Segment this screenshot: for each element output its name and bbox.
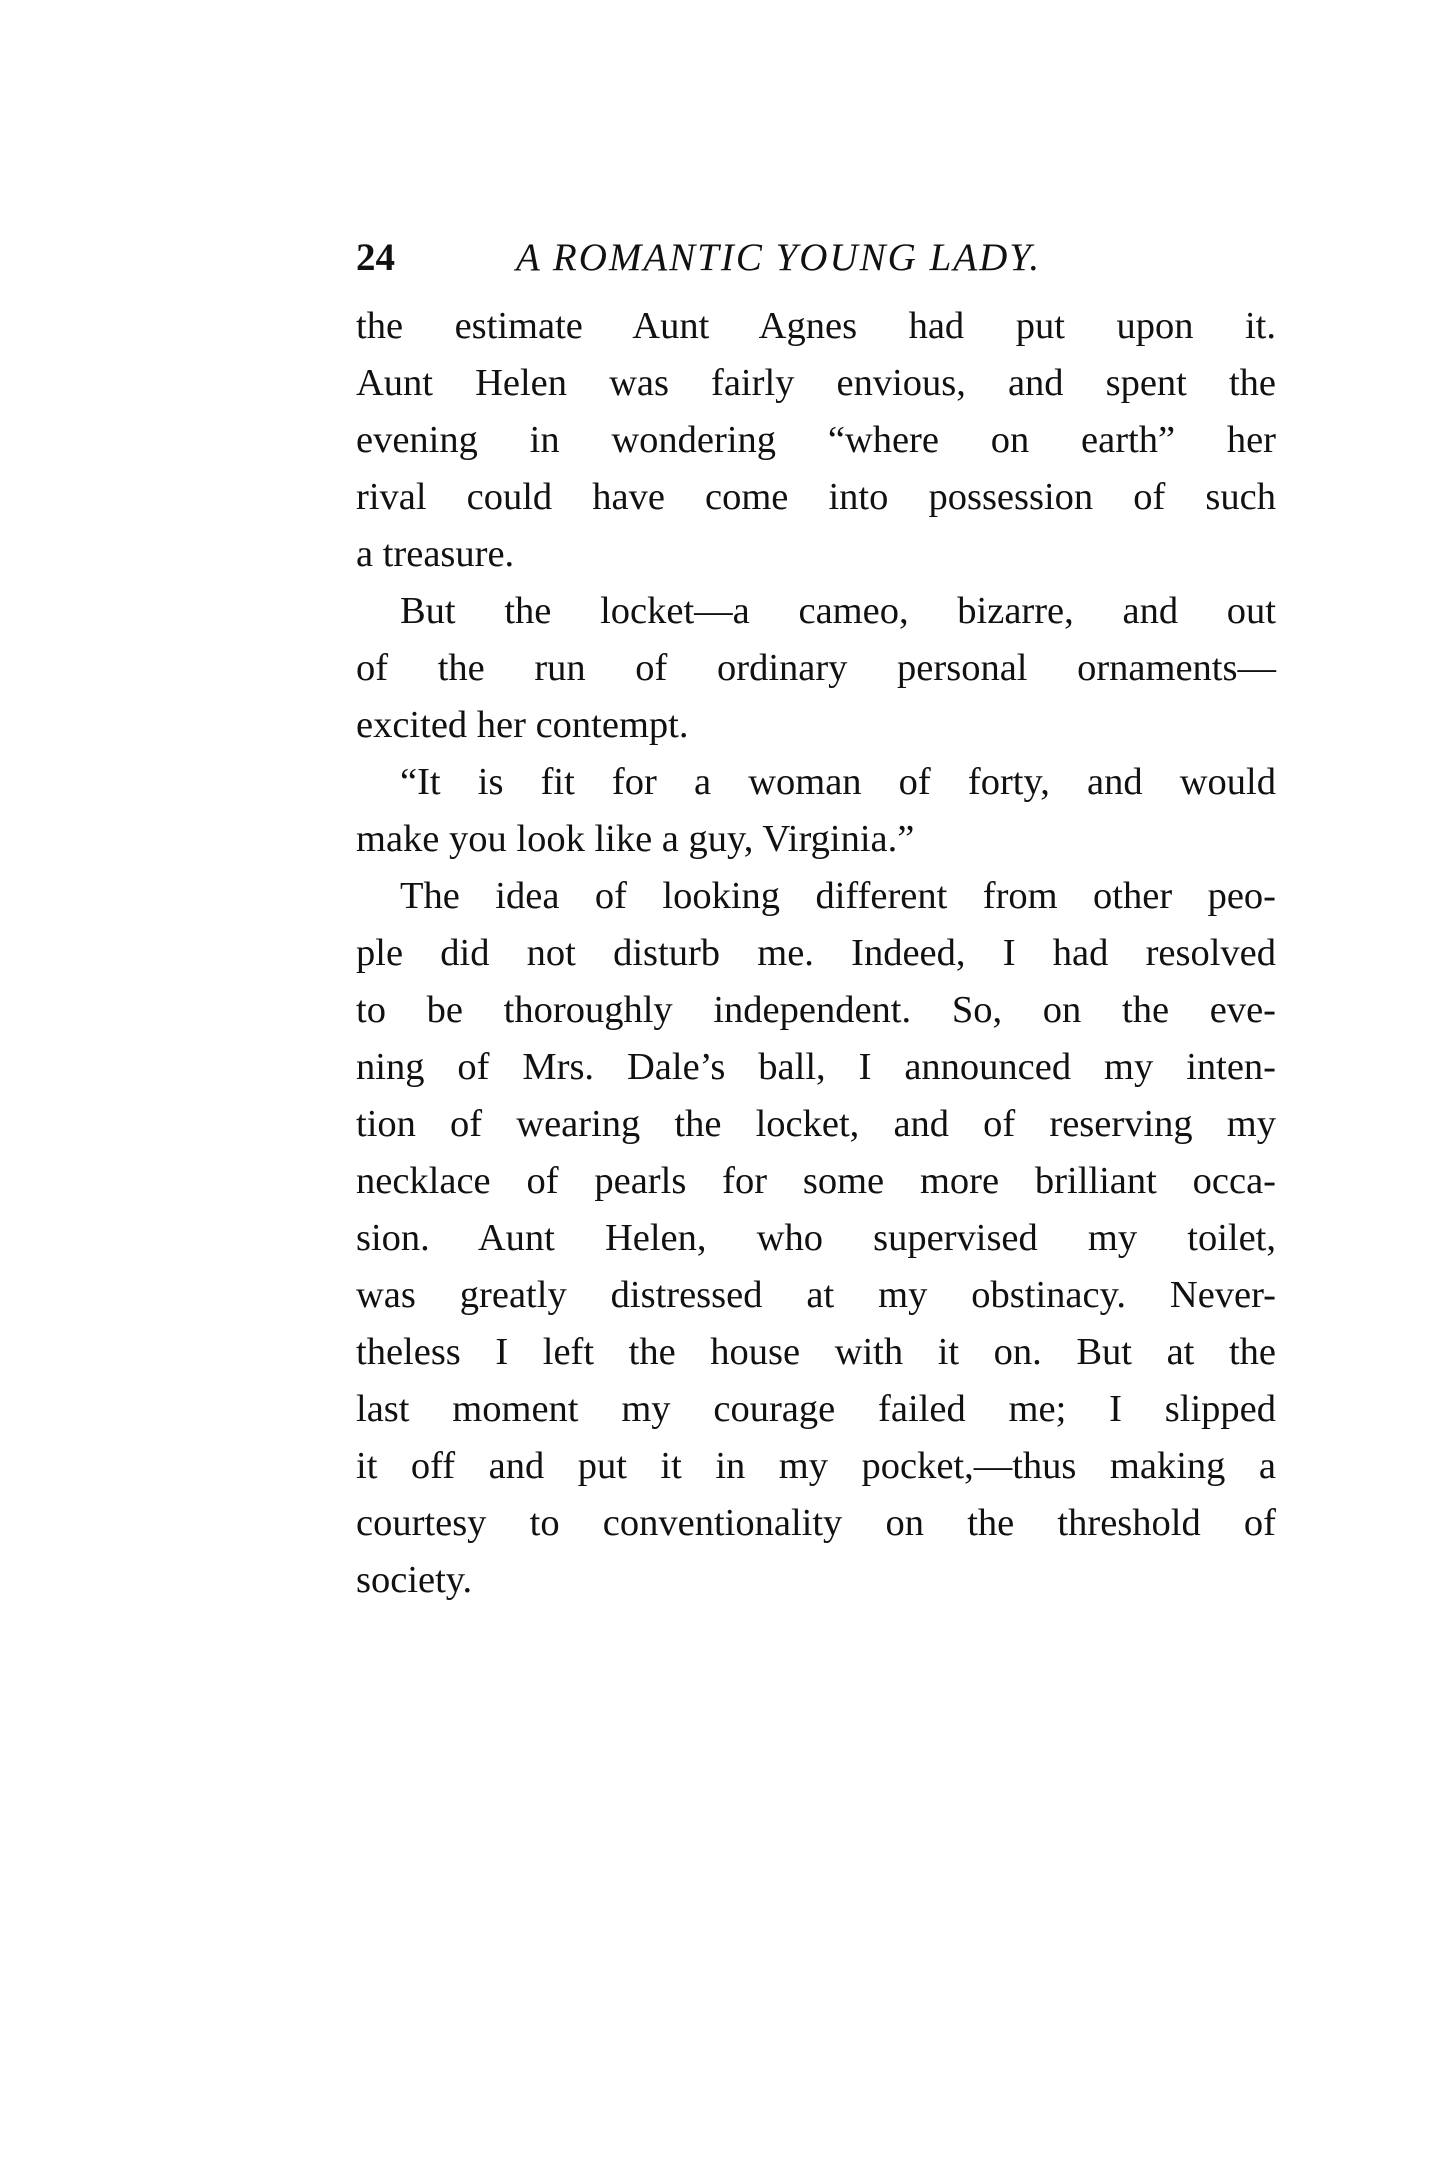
text-line: society. <box>356 1559 473 1601</box>
body-text <box>356 298 1276 1609</box>
text-line: “It is fit for a woman of forty, and would <box>400 761 1276 803</box>
running-title: A ROMANTIC YOUNG LADY. <box>516 236 1042 279</box>
text-line: of the run of ordinary personal ornaments— <box>356 647 1276 689</box>
text-line: excited her contempt. <box>356 704 689 746</box>
text-line: make you look like a guy, Virginia.” <box>356 818 915 860</box>
text-line: sion. Aunt Helen, who supervised my toilet, <box>356 1217 1276 1259</box>
page-number: 24 <box>356 236 395 279</box>
text-line: theless I left the house with it on. But at the <box>356 1331 1276 1373</box>
text-line: last moment my courage failed me; I slipped <box>356 1388 1276 1430</box>
text-line: a treasure. <box>356 533 515 575</box>
text-line: rival could have come into possession of such <box>356 476 1276 518</box>
text-line: evening in wondering “where on earth” her <box>356 419 1276 461</box>
text-line: ning of Mrs. Dale’s ball, I announced my inten- <box>356 1046 1276 1088</box>
text-line: But the locket—a cameo, bizarre, and out <box>400 590 1276 632</box>
text-line: the estimate Aunt Agnes had put upon it. <box>356 305 1276 347</box>
text-line: it off and put it in my pocket,—thus making a <box>356 1445 1276 1487</box>
text-line: ple did not disturb me. Indeed, I had resolved <box>356 932 1276 974</box>
text-line: necklace of pearls for some more brilliant occa- <box>356 1160 1276 1202</box>
text-line: tion of wearing the locket, and of reserving my <box>356 1103 1276 1145</box>
text-line: The idea of looking different from other peo- <box>400 875 1276 917</box>
running-head <box>356 228 1276 288</box>
text-line: Aunt Helen was fairly envious, and spent the <box>356 362 1276 404</box>
text-line: was greatly distressed at my obstinacy. Never- <box>356 1274 1276 1316</box>
text-line: to be thoroughly independent. So, on the eve- <box>356 989 1276 1031</box>
text-line: courtesy to conventionality on the threshold of <box>356 1502 1276 1544</box>
